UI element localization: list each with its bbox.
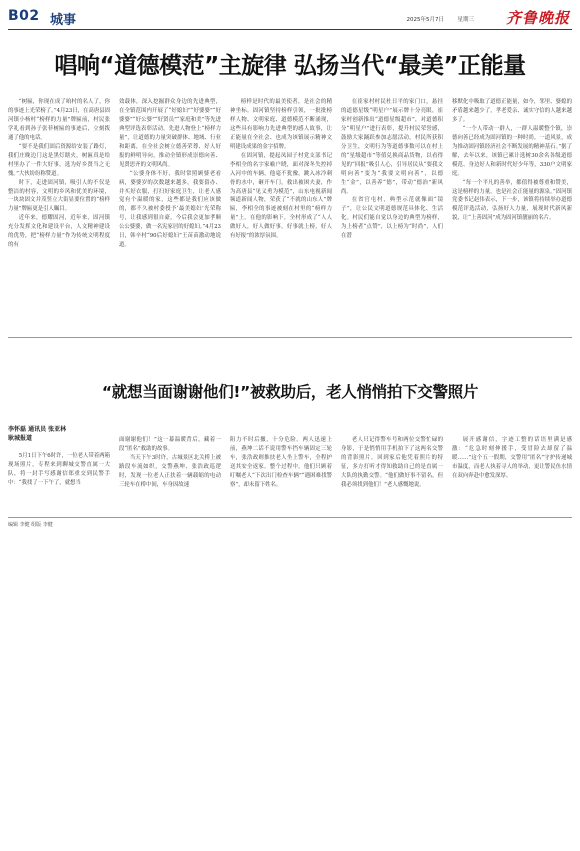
article2-column-2	[119, 436, 221, 516]
paragraph: 5月1日下午6时许，一位老人带着两箱现场照片，专程来到聊城交警直属一大队，将一封手写感谢信郑重交到民警手中：“我找了一下午了，就想当	[8, 453, 110, 486]
issue-date: 2025年5月7日	[406, 17, 444, 23]
header-rule	[8, 29, 572, 30]
paragraph: “公婆身体不好，我时常照顾婆老看病，婆婆岁的次数越来越多，我要留办、并买好衣服，打扫好家庭卫生，让老人感觉有个温暖的家，这些都是我们应该做的，都不久被村委授予‘最美媳妇’光荣称号，让我感到很自豪，今后我会更加孝顺公公婆婆，做一名宪家居的好媳妇。”4月23日，韩辛村“90后好媳妇”王苗苗激动地说道。	[119, 170, 221, 249]
article2-column-3	[230, 436, 332, 516]
paragraph: 近年来，德耀固河，近年来，固河镇充分发挥文化和建设平台，人文精神建设的优势，把“榜样力量”作为传统文明程度的有	[8, 215, 110, 249]
paragraph: “树匾，你现在成了咱村的名人了，你的事迹上光荣榜了。”4月23日，在高唐县固河镇小杨村“榜样的力量”牌匾前，村民张学礼看到孙子张菲树匾的事迹后，立刻拨通了他的电话。	[8, 99, 110, 141]
paragraph: 在省官屯村，典型示范就像面“镜子”，让公民文明道德规范具体化、生活化。村民们能自觉以身边的典型为榜样，为上榜者“点赞”，以上榜为“时尚”，人们在潜	[341, 197, 443, 240]
footer-rule	[8, 517, 572, 518]
issue-weekday: 星期三	[457, 17, 474, 23]
paragraph: 榜样是时代的最美使者，是社会的精神坐标。固河镇坚持榜样引领，一批批榜样人物、文明家庭、道德模范不断涌现，这些具有影响力先进典型的感人故事，让正能量在全社会、也成为该镇展示精神文明建设成果的金字招牌。	[230, 99, 332, 150]
paragraph: 效载体，深入挖掘群众身边的先进典型，在全镇范围内开展了“好媳妇”“好婆婆”“好婆婆”“好公婆”“好贤员”“家庭和美”等先进典型评选表彰活动，先进人物登上“榜样力量”，让道德的力量突破群体、地域、行业和距离，在全社会树立德善荣尊、好人好报的鲜明导向，推动全镇形成崇德向善、见贤思齐的文明风尚。	[119, 99, 221, 168]
paragraph: 时下，走进固河镇，吸引人的不仅是整洁的村容，文明的乡风和优美的环境，一块块固文并茂竖立大街显要位置的“榜样力量”牌匾更是引人瞩目。	[8, 179, 110, 213]
paragraph: 面谢谢他们！”这一幕温暖背后，藏着一段“匿名”救助的故事。	[119, 437, 221, 452]
article2-column-4	[341, 436, 443, 516]
article2-column-5	[452, 436, 572, 516]
page-header	[8, 6, 572, 28]
article1-column-4	[341, 98, 443, 328]
paragraph: 阻力不时后撤，十分危险。两人迅速上前，燕坤二话不说用警车挡车辆固定三轮车，张浩政则推扶老人坐上警车，全程护送其安全返家。整个过程中，他们只顾着叮嘱老人“下次出门检查车辆”“遇困难找警察”，却未留下姓名。	[230, 437, 332, 488]
paragraph: 老人只记得警车号和两位交警忙碌的身影，于是悄悄用手机拍下了这两名交警的背影照片。回到家后他凭着照片的特征，多方打听才得知救助自己的是直属一大队的执勤交警。“他们做好事不留名，但我必须找到他们！”老人感慨地说。	[341, 437, 443, 488]
article1-column-5	[452, 98, 572, 328]
byline-reporters: 李怀磊 通讯员 张亚林	[8, 426, 67, 433]
page-number: B02	[8, 8, 40, 24]
article1-column-1	[8, 98, 110, 328]
masthead-logo: 齐鲁晚报	[505, 9, 570, 27]
paragraph: “每一个平凡的善举，都值得被尊重和赞美，这是榜样的力量，也是社会正能量的源泉。”固河镇党委书记赵伟表示，下一步，该镇将持续举办道德模范评选活动，弘扬好人力量，展现时代新风新貌，让“上善固河”成为固河镇靓丽的名片。	[452, 179, 572, 222]
paragraph: “一个人带动一群人，一群人温暖整个镇，崇德向善已经成为固河镇的一种时尚。一道风景，成为推动固河镇经济社会不断发展的精神基石。”据了解，去年以来，该镇已累计选树30余名各级道德模范、身边好人和新时代好少年等，330户文明家庭。	[452, 125, 572, 177]
editor-credits: 编辑 李健 组版 李健	[8, 522, 53, 528]
paragraph: 移默化中吸取了道德正能量，如今，邻里、婆媳的矛盾越来越少了，孝老爱亲、诚实守信的人越来越多了。	[452, 99, 572, 123]
article1-body	[8, 98, 572, 328]
byline-tag: 耿城报道	[8, 435, 33, 442]
article-divider	[8, 337, 572, 338]
article1-column-2	[119, 98, 221, 328]
paragraph: 在固河镇，提起凤园子村党支部书记李相全的名字家喻户晓，面对深冬失控掉入河中的车辆，他毫不犹豫，跳入冰冷刺骨的水中，砸开车门，救出被困夫妻，作为高唐县“见义勇为模范”，山东电视新闻频道新闻人物，荣获了“不就的山东人”牌匾，李相全的事迹被刻在村里的“榜样力量”上。在他的影响下，全村形成了“人人做好人，好人做好事，好事就上榜，好人有好报”的浓厚氛围。	[230, 152, 332, 240]
paragraph: 当天下午3时许，古城景区北关桥上被路段车流如织，交警燕坤、张浩政巡逻时，发现一位老人正扶着一辆载缩的电动三轮车在桥中间，车身因故速	[119, 454, 221, 488]
article2-column-1	[8, 452, 110, 532]
paragraph: 在崔家村村民杜日平的家门口，悬挂的道德星级“明星户”展示牌十分亮眼，崔家村创新推出“道德星级超市”，对道德积分“明星户”进行表彰，提升村民荣誉感，鼓励大家踊跃参加志愿活动，村民所获积分卫生，文明行为等道德事数可以在村上的“星级超市”等值兑换商品货物，以看得见的“回报”吸引人心，引导居民从“要我文明向善”变为“我要文明向善”，以德生“金”，以善养“德”，带动“德治”新风尚。	[341, 99, 443, 195]
article1-headline: 唱响“道德模范”主旋律 弘扬当代“最美”正能量	[54, 53, 526, 79]
section-name: 城事	[50, 13, 77, 28]
paragraph: “要不是我们固后资源给安装了路灯，我们庄晚边门这是黑灯瞎火，树匾真是给村里办了一件大好事，选为好乡贤当之无愧。”大伙纷纷称赞道。	[8, 143, 110, 177]
article1-column-3	[230, 98, 332, 328]
article2-byline	[8, 425, 98, 443]
paragraph: 展开感谢信，字迹工整的话语里满是感激：“危急时刻伸援手，受冒险去却留了温暖……”这个五一假期，交警用“匿名”守护传递城市温度，而老人执着寻人的举动，更让警民鱼水情在双向奔赴中愈发深厚。	[452, 437, 572, 479]
article2-headline: “就想当面谢谢他们!”被救助后，老人悄悄拍下交警照片	[101, 383, 479, 401]
